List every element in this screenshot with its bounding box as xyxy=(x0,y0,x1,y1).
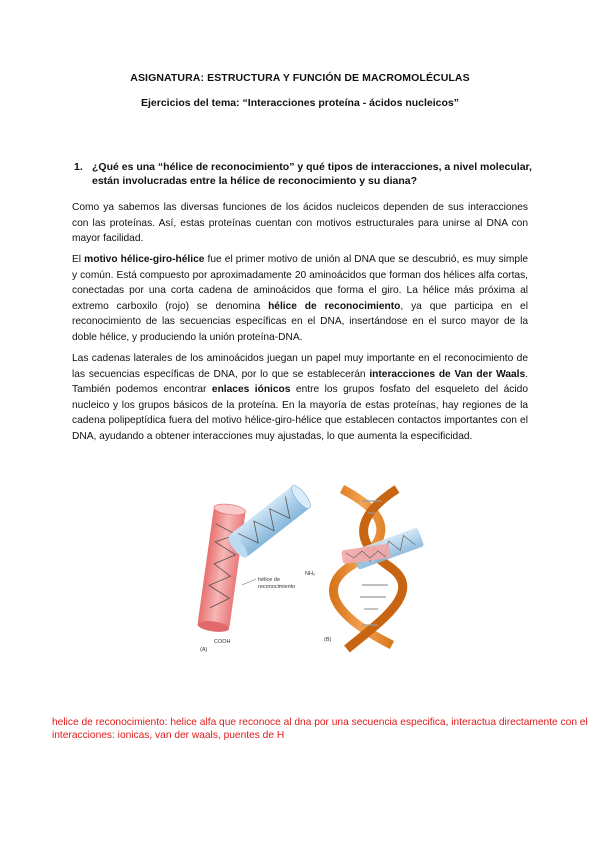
handwritten-notes xyxy=(52,717,592,742)
p2-text-2: fue el primer motivo de unión al DNA que se descubrió, es muy simple y común. Está compuesto por aproximadamente 20 aminoácidos que forman dos hélices alfa cortas, conectadas por una corta cadena de aminoácidos que forma el giro. La hélice más próxima al extremo carboxilo (rojo) se denomina xyxy=(72,254,528,312)
label-recognition-2: reconocimiento xyxy=(258,584,296,590)
paragraph-1: Como ya sabemos las diversas funciones de los ácidos nucleicos dependen de sus interacciones con las proteínas. Así, estas proteínas cuentan con motivos estructurales para unirse al DNA con mayor facilidad. xyxy=(72,202,528,245)
label-recognition-1: hélice de xyxy=(258,577,281,583)
note-line-2: interacciones: ionicas, van der waals, puentes de H xyxy=(52,729,285,741)
panel-b-drawing xyxy=(324,489,424,649)
p3-text-2: . También podemos encontrar xyxy=(72,368,528,396)
p2-text-1: El xyxy=(72,254,85,265)
p3-bold-ionic: enlaces iónicos xyxy=(211,384,291,396)
course-title: ASIGNATURA: ESTRUCTURA Y FUNCIÓN DE MACROMOLÉCULAS xyxy=(130,72,470,84)
question-number: 1. xyxy=(74,161,83,173)
figure-illustration xyxy=(192,485,434,653)
label-panel-b: (B) xyxy=(324,637,332,643)
helix-turn-helix-figure xyxy=(192,485,434,653)
p3-bold-vdw: interacciones de Van der Waals xyxy=(369,368,526,380)
paragraph-3 xyxy=(72,351,528,445)
panel-a-drawing xyxy=(197,485,315,653)
red-helix-cylinder xyxy=(198,507,246,628)
p2-bold-recognition-helix: hélice de reconocimiento xyxy=(268,300,401,312)
question-text: ¿Qué es una “hélice de reconocimiento” y qué tipos de interacciones, a nivel molecular, están involucradas entre la hélice de reconocimiento y su diana? xyxy=(92,161,532,187)
label-nh2: NH₂ xyxy=(305,571,316,577)
p2-bold-motif: motivo hélice-giro-hélice xyxy=(84,254,205,265)
exercise-subtitle: Ejercicios del tema: “Interacciones proteína - ácidos nucleicos” xyxy=(140,97,460,109)
paragraph-2 xyxy=(72,252,528,346)
p3-text-3: entre los grupos fosfato del esqueleto del ácido nucleico y los grupos básicos de la proteína. En la mayoría de estas proteínas, hay regiones de la cadena polipeptídica fuera del motivo hélice-giro-hélice que establecen contactos importantes con el DNA, ayudando a obtener interacciones muy ajustadas, lo que aumenta la especificidad. xyxy=(72,384,528,442)
note-line-1: helice de reconocimiento: helice alfa que reconoce al dna por una secuencia especifica, interactua directamente con el xyxy=(52,717,588,728)
label-cooh: COOH xyxy=(214,639,231,645)
p2-text-3: , ya que participa en el reconocimiento de las secuencias específicas en el DNA, insertándose en el surco mayor de la doble hélice, y produciendo la unión proteína-DNA. xyxy=(72,300,528,343)
question-1 xyxy=(74,160,532,188)
p3-text-1: Las cadenas laterales de los aminoácidos juegan un papel muy importante en el reconocimiento de las secuencias específicas de DNA, por lo que se establecerán xyxy=(72,353,528,380)
label-panel-a: (A) xyxy=(200,647,208,653)
